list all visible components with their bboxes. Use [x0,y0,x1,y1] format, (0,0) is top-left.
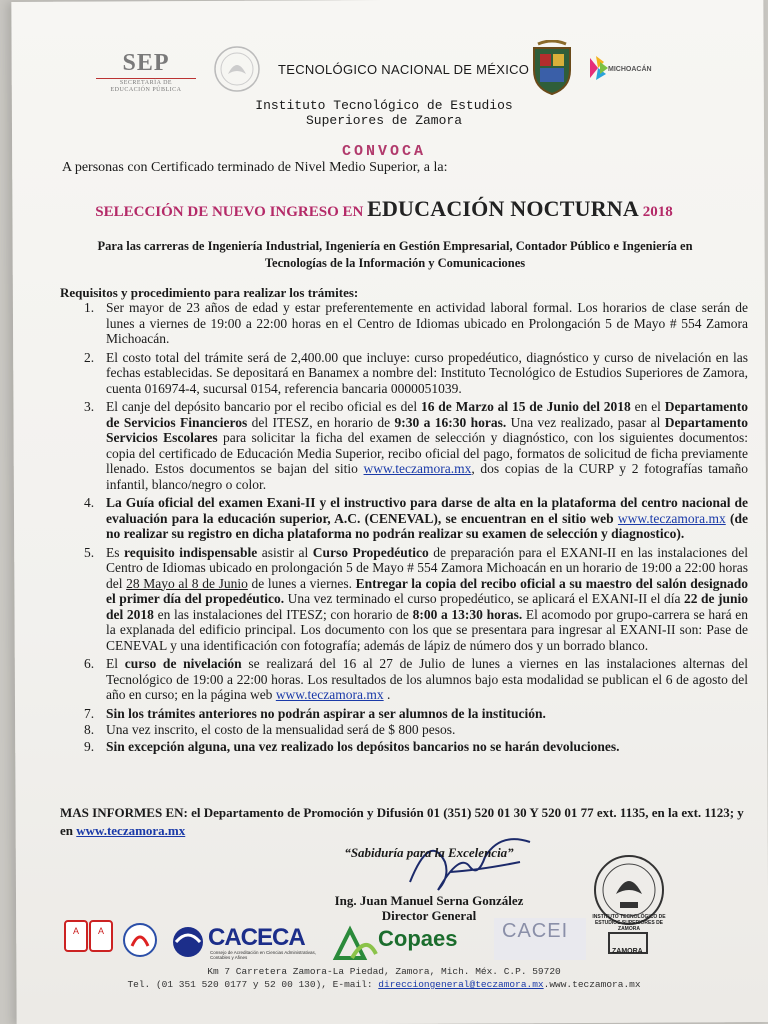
website-link[interactable]: www.teczamora.mx [275,687,384,702]
institute-name-line2: Superiores de Zamora [305,113,463,128]
national-eagle-icon [208,44,266,94]
requirements-list [60,300,748,754]
sep-subtitle-1: SECRETARÍA DE [119,80,173,86]
website-link[interactable]: www.teczamora.mx [363,461,472,476]
tecnm-title: TECNOLÓGICO NACIONAL DE MÉXICO [278,62,530,77]
motto: “Sabiduría para la Excelencia” [344,845,514,860]
call-title [0,196,768,222]
more-info: MAS INFORMES EN: el Departamento de Promoción y Difusión 01 (351) 520 01 30 Y 520 01 77 ext. 1135, en la ext. 1123; y en www.teczamora.mx [60,805,744,838]
michoacan-label: MICHOACÁN [608,66,652,73]
copaes-icon [332,924,378,964]
caceca-logo: CACECA [208,924,305,951]
michoacan-shield-icon [528,40,576,96]
list-item: 4. La Guía oficial del examen Exani-II y el instructivo para darse de alta en la plataforma del centro nacional de evaluación para la educación superior, A.C. (CENEVAL), se encuentran en el sitio web www.teczamora.mx (de no realizar su registro en dicha plataforma no podrán realizar su examen de selección y diagnostico). [84,495,749,541]
cacei-logo: CACEI [502,920,569,942]
footer-line-2: Tel. (01 351 520 0177 y 52 00 130), E-mail: direcciongeneral@teczamora.mx.www.teczamora.mx [127,979,641,990]
careers-text: Para las carreras de Ingeniería Industrial, Ingeniería en Gestión Empresarial, Contador Público e Ingeniería en Tecnologías de la Información y Comunicaciones [97,239,693,270]
list-item: 8. Una vez inscrito, el costo de la mensualidad será de $ 800 pesos. [84,722,456,737]
convoca-heading: CONVOCA [341,143,426,160]
cert-badge-icon [64,920,114,962]
intro-text: A personas con Certificado terminado de Nivel Medio Superior, a la: [62,160,448,175]
sep-logo-text: SEP [122,50,170,76]
sep-logo [96,50,196,94]
sport-logo-icon [122,922,158,958]
footer-address [0,965,768,991]
website-link[interactable]: www.teczamora.mx [617,510,726,526]
list-item: 2. El costo total del trámite será de 2,400.00 que incluye: curso propedéutico, diagnóstico y curso de nivelación en las fechas establecidas. Se depositará en Banamex a nombre del: Instituto Tecnológico de Estudios Superiores de Zamora, cuenta 016974-4, sucursal 0154, referencia bancaria 0000051039. [84,349,748,396]
footer-line-1: Km 7 Carretera Zamora-La Piedad, Zamora, Mich. Méx. C.P. 59720 [207,966,561,977]
zamora-label: ZAMORA [612,948,643,955]
title-part-3: 2018 [638,204,673,220]
copaes-logo: Copaes [378,926,458,951]
email-link[interactable]: direcciongeneral@teczamora.mx [378,979,544,990]
svg-text:A: A [97,926,105,936]
signature-image [390,822,540,902]
signer-title: Director General [381,908,477,923]
title-part-1: SELECCIÓN DE NUEVO INGRESO EN [95,204,368,220]
sep-subtitle-2: EDUCACIÓN PÚBLICA [110,87,182,93]
website-link[interactable]: www.teczamora.mx [76,823,186,838]
list-item: 5. Es requisito indispensable asistir al Curso Propedéutico de preparación para el EXANI-II en las instalaciones del Centro de Idiomas ubicado en prolongación 5 de Mayo # 554 Zamora Michoacán en un horario de 19:00 a 22:00 horas del 28 Mayo al 8 de Junio de lunes a viernes. Entregar la copia del recibo oficial a su maestro del salón designado el primer día del propedéutico. Una vez terminado el curso propedéutico, se aplicará el EXANI-II el día 22 de junio del 2018 en las instalaciones del ITESZ; con horario de 8:00 a 13:30 horas. El acomodo por grupo-carrera se hará en la explanada del edificio principal. Los documento con los que se presentara para ingresar al EXANI-II son: Pase de CENEVAL y una identificación con fotografía; además de lápiz de número dos y un borrado blanco. [84,544,749,653]
list-item: 9. Sin excepción alguna, una vez realizado los depósitos bancarios no se harán devoluciones. [84,738,620,754]
seal-caption: INSTITUTO TECNOLÓGICO DE ESTUDIOS SUPERIORES DE ZAMORA [592,914,666,932]
signer-name: Ing. Juan Manuel Serna González [334,893,524,908]
list-item: 3. El canje del depósito bancario por el recibo oficial es del 16 de Marzo al 15 de Junio del 2018 en el Departamento de Servicios Financieros del ITESZ, en horario de 9:30 a 16:30 horas. Una vez realizado, pasar al Departamento Servicios Escolares para solicitar la ficha del examen de selección y diagnóstico, con los siguientes documentos: copia del certificado de Educación Media Superior, recibo oficial del pago, formatos de solicitud de ficha previamente llenado. Estos documentos se bajan del sitio www.teczamora.mx, dos copias de la CURP y 2 fotografías tamaño infantil, blanco/negro o color. [84,399,749,492]
svg-text:A: A [72,926,80,936]
list-item: 1. Ser mayor de 23 años de edad y estar preferentemente en actividad laboral formal. Los horarios de clase serán de lunes a viernes de 19:00 a 22:00 horas en el Centro de Idiomas ubicado en Prolongación 5 de Mayo # 554 Zamora Michoacán. [84,300,748,346]
title-part-2: EDUCACIÓN NOCTURNA [367,196,639,221]
caceca-globe-icon [170,924,206,960]
list-item: 6. El curso de nivelación se realizará del 16 al 27 de Julio de lunes a viernes en las instalaciones alternas del Tecnológico de 19:00 a 22:00 horas. Los resultados de los alumnos bajo esta modalidad se publican el 6 de agosto del año en curso; en la página web www.teczamora.mx . [84,656,748,702]
list-item: 7. Sin los trámites anteriores no podrán aspirar a ser alumnos de la institución. [84,705,546,721]
requirements-heading: Requisitos y procedimiento para realizar los trámites: [60,285,359,300]
institute-name-line1: Instituto Tecnológico de Estudios [255,98,513,113]
caceca-subtitle: Consejo de Acreditación en Ciencias Administrativas, Contables y Afines [210,950,317,960]
